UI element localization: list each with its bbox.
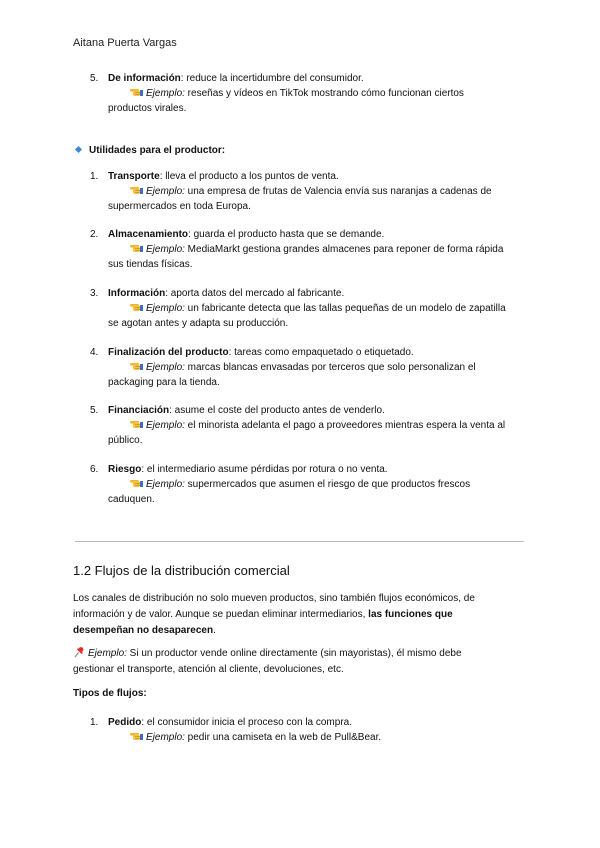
item-title: Pedido bbox=[108, 717, 142, 728]
list-item bbox=[90, 462, 530, 507]
example-text: MediaMarkt gestiona grandes almacenes para reponer de forma rápida bbox=[184, 244, 504, 255]
item-title: Riesgo bbox=[108, 464, 142, 475]
types-title: Tipos de flujos: bbox=[73, 688, 147, 699]
example-label: Ejemplo: bbox=[88, 648, 127, 659]
example-label: Ejemplo: bbox=[146, 88, 185, 99]
item-desc: : asume el coste del producto antes de venderlo. bbox=[169, 405, 385, 416]
pointing-hand-icon bbox=[130, 477, 143, 488]
pointing-hand-icon bbox=[130, 86, 143, 97]
list-item bbox=[90, 286, 530, 331]
list-number: 1. bbox=[90, 717, 99, 728]
item-title: Financiación bbox=[108, 405, 170, 416]
example-label: Ejemplo: bbox=[146, 479, 185, 490]
example-text: el minorista adelanta el pago a proveedores mientras espera la venta al bbox=[184, 420, 506, 431]
example-label: Ejemplo: bbox=[146, 420, 185, 431]
pointing-hand-icon bbox=[130, 418, 143, 429]
example-text-cont: productos virales. bbox=[108, 103, 187, 114]
example-text: supermercados que asumen el riesgo de que productos frescos bbox=[184, 479, 471, 490]
list-number: 1. bbox=[90, 171, 99, 182]
author-name: Aitana Puerta Vargas bbox=[73, 37, 177, 49]
list-number: 2. bbox=[90, 229, 99, 240]
example-label: Ejemplo: bbox=[146, 732, 185, 743]
item-desc: : tareas como empaquetado o etiquetado. bbox=[228, 347, 414, 358]
example-text-cont: supermercados en toda Europa. bbox=[108, 201, 251, 212]
item-title: Transporte bbox=[108, 171, 160, 182]
item-desc: : lleva el producto a los puntos de venta. bbox=[159, 171, 339, 182]
pointing-hand-icon bbox=[130, 242, 143, 253]
item-desc: : guarda el producto hasta que se demande. bbox=[188, 229, 385, 240]
item-title: De información bbox=[108, 73, 181, 84]
item-desc: : el consumidor inicia el proceso con la compra. bbox=[141, 717, 352, 728]
list-number: 3. bbox=[90, 288, 99, 299]
example-label: Ejemplo: bbox=[146, 362, 185, 373]
list-item bbox=[90, 345, 530, 390]
pointing-hand-icon bbox=[130, 360, 143, 371]
intro-paragraph: Los canales de distribución no solo mueven productos, sino también flujos económicos, de información y de valor. Aunque se puedan eliminar intermediarios, las funciones que desempeñan no desaparecen. bbox=[73, 593, 475, 636]
item-desc: : el intermediario asume pérdidas por rotura o no venta. bbox=[141, 464, 388, 475]
list-number: 6. bbox=[90, 464, 99, 475]
example-label: Ejemplo: bbox=[146, 303, 185, 314]
pushpin-icon bbox=[73, 646, 85, 658]
list-item bbox=[90, 715, 530, 745]
list-item bbox=[90, 71, 530, 116]
example-text: marcas blancas envasadas por terceros que solo personalizan el bbox=[184, 362, 476, 373]
item-title: Finalización del producto bbox=[108, 347, 229, 358]
example-text: reseñas y vídeos en TikTok mostrando cómo funcionan ciertos bbox=[184, 88, 464, 99]
example-label: Ejemplo: bbox=[146, 186, 185, 197]
item-title: Información bbox=[108, 288, 166, 299]
pointing-hand-icon bbox=[130, 730, 143, 741]
example-text: un fabricante detecta que las tallas pequeñas de un modelo de zapatilla bbox=[184, 303, 506, 314]
example-text: pedir una camiseta en la web de Pull&Bear. bbox=[184, 732, 382, 743]
pointing-hand-icon bbox=[130, 184, 143, 195]
list-item bbox=[90, 169, 530, 214]
example-text-cont: sus tiendas físicas. bbox=[108, 259, 193, 270]
section-divider bbox=[75, 541, 524, 542]
example-paragraph: Ejemplo: Si un productor vende online directamente (sin mayoristas), él mismo debe gestionar el transporte, atención al cliente, devoluciones, etc. bbox=[73, 648, 462, 675]
item-desc: : reduce la incertidumbre del consumidor. bbox=[180, 73, 364, 84]
example-text-cont: público. bbox=[108, 435, 143, 446]
list-number: 4. bbox=[90, 347, 99, 358]
section-heading: 1.2 Flujos de la distribución comercial bbox=[73, 563, 290, 578]
example-text-cont: packaging para la tienda. bbox=[108, 377, 220, 388]
example-text-cont: se agotan antes y adapta su producción. bbox=[108, 318, 289, 329]
list-number: 5. bbox=[90, 73, 99, 84]
item-title: Almacenamiento bbox=[108, 229, 189, 240]
list-number: 5. bbox=[90, 405, 99, 416]
pointing-hand-icon bbox=[130, 301, 143, 312]
example-text: una empresa de frutas de Valencia envía sus naranjas a cadenas de bbox=[184, 186, 492, 197]
diamond-bullet-icon bbox=[75, 146, 82, 153]
list-item bbox=[90, 227, 530, 272]
example-label: Ejemplo: bbox=[146, 244, 185, 255]
list-item bbox=[90, 403, 530, 448]
example-text-cont: caduquen. bbox=[108, 494, 155, 505]
item-desc: : aporta datos del mercado al fabricante. bbox=[165, 288, 345, 299]
section-producer-title: Utilidades para el productor: bbox=[76, 145, 225, 156]
